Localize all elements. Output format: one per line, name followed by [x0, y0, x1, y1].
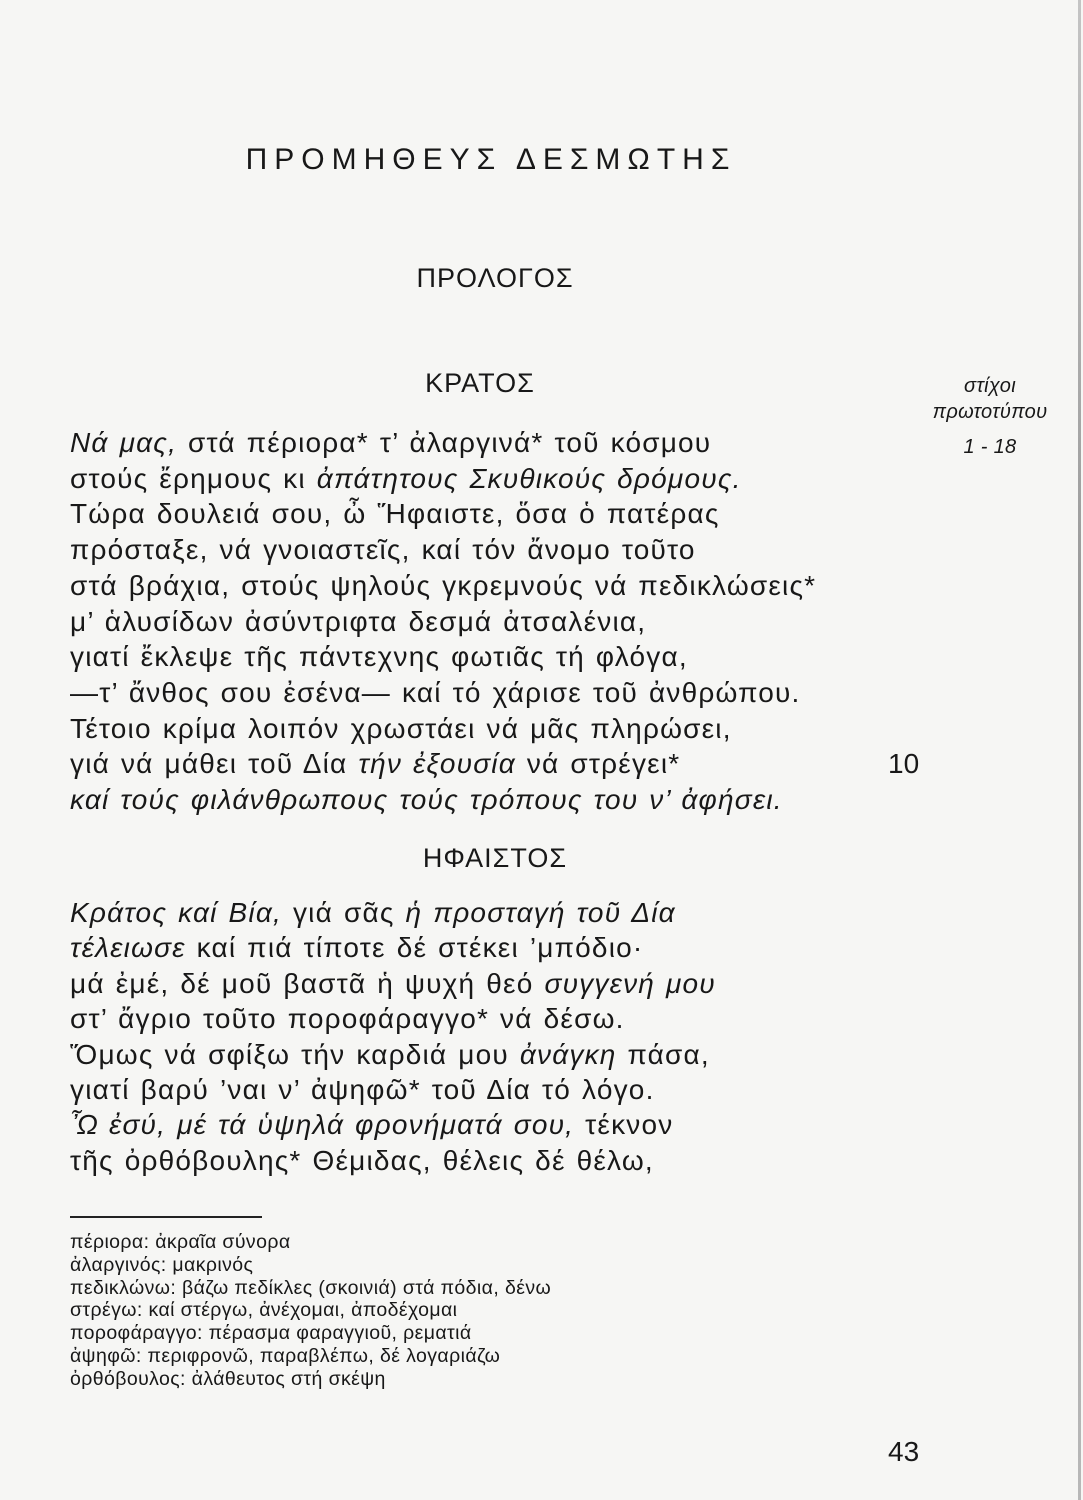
- verse-line-17: [70, 1072, 910, 1107]
- line-number: 10: [888, 748, 920, 779]
- margin-note-sublabel: πρωτοτύπου: [932, 401, 1048, 423]
- verse-text-italic: ἀπάτητους Σκυθικούς δρόμους.: [316, 462, 742, 494]
- footnote-item: ποροφάραγγο: πέρασμα φαραγγιοῦ, ρεματιά: [70, 1322, 472, 1345]
- verse-text-italic: Νά μας,: [70, 427, 178, 458]
- verse-text-italic: Ὦ ἐσύ, μέ τά ὑψηλά φρονήματά σου,: [70, 1109, 575, 1141]
- verse-text: —τ’ ἄνθος σου ἐσένα— καί τό χάρισε τοῦ ἀνθρώπου.: [70, 676, 801, 708]
- verse-text: Τέτοιο κρίμα λοιπόν χρωστάει νά μᾶς πληρώσει,: [70, 712, 732, 744]
- verse-text: καί πιά τίποτε δέ στέκει ’μπόδιο·: [185, 932, 644, 964]
- verse-line-8: [70, 675, 910, 711]
- speaker-heading-kratos: ΚΡΑΤΟΣ: [425, 368, 535, 398]
- verse-text: τέκνον: [574, 1109, 674, 1141]
- footnote-item: ἀψηφῶ: περιφρονῶ, παραβλέπω, δέ λογαριάζω: [70, 1344, 501, 1367]
- verse-line-2: [70, 461, 910, 497]
- verse-text: γιά νά μάθει τοῦ Δία: [70, 748, 359, 780]
- verse-text: στ’ ἄγριο τοῦτο ποροφάραγγο* νά δέσω.: [70, 1003, 625, 1035]
- verse-text-italic: τέλειωσε: [70, 932, 186, 964]
- footnote-item: στρέγω: καί στέργω, ἀνέχομαι, ἀποδέχομαι: [70, 1299, 458, 1322]
- verse-text: γιά σᾶς: [282, 897, 406, 928]
- verse-line-6: [70, 604, 910, 640]
- verse-line-19: [70, 1143, 910, 1178]
- speaker-heading-hephaestus: ΗΦΑΙΣΤΟΣ: [422, 843, 568, 873]
- verse-text: στούς ἔρημους κι: [70, 462, 317, 494]
- verse-text: μά ἐμέ, δέ μοῦ βαστᾶ ἡ ψυχή θεό: [70, 967, 545, 999]
- page-number: 43: [888, 1436, 920, 1467]
- verse-text-italic: Κράτος καί Βία,: [70, 897, 282, 928]
- verse-line-12: [70, 895, 910, 930]
- footnote-item: ὀρθόβουλος: ἀλάθευτος στή σκέψη: [70, 1367, 386, 1390]
- verse-line-5: [70, 568, 910, 604]
- verse-text: γιατί βαρύ ’ναι ν’ ἀψηφῶ* τοῦ Δία τό λόγο.: [70, 1074, 655, 1106]
- footnotes: [70, 1231, 551, 1391]
- verse-text: τῆς ὀρθόβουλης* Θέμιδας, θέλεις δέ θέλω,: [70, 1144, 654, 1176]
- section-heading: ΠΡΟΛΟΓΟΣ: [416, 263, 574, 293]
- footnote-item: πέριορα: ἀκραῖα σύνορα: [70, 1231, 291, 1253]
- verse-text-italic: ἀνάγκη: [519, 1038, 617, 1070]
- verse-text: γιατί ἔκλεψε τῆς πάντεχνης φωτιᾶς τή φλόγα,: [70, 641, 688, 673]
- footnote-item: ἀλαργινός: μακρινός: [70, 1253, 254, 1276]
- verse-line-3: [70, 496, 910, 532]
- margin-note-range: 1 - 18: [963, 436, 1017, 458]
- verse-line-15: [70, 1001, 910, 1036]
- verse-line-16: [70, 1037, 910, 1072]
- verse-line-18: [70, 1107, 910, 1142]
- verse-text-italic: καί τούς φιλάνθρωπους τούς τρόπους του ν’ ἀφήσει.: [70, 784, 783, 816]
- verse-text: πάσα,: [616, 1038, 710, 1070]
- verse-line-9: [70, 711, 910, 747]
- play-title: ΠΡΟΜΗΘΕΥΣ ΔΕΣΜΩΤΗΣ: [245, 143, 737, 176]
- verse-text: Τώρα δουλειά σου, ὦ Ἥφαιστε, ὅσα ὁ πατέρας: [70, 498, 720, 530]
- margin-note-label: στίχοι: [964, 375, 1016, 397]
- verse-text: πρόσταξε, νά γνοιαστεῖς, καί τόν ἄνομο τοῦτο: [70, 534, 696, 566]
- verse-line-4: [70, 532, 910, 568]
- verse-line-11: [70, 782, 910, 818]
- page-edge: [1078, 0, 1081, 1500]
- verse-line-13: [70, 930, 910, 965]
- verse-line-10: [70, 746, 910, 782]
- kratos-speech: [70, 425, 910, 818]
- verse-text-italic: συγγενή μου: [544, 967, 716, 999]
- footnote-item: πεδικλώνω: βάζω πεδίκλες (σκοινιά) στά πόδια, δένω: [70, 1276, 552, 1299]
- verse-text: Ὅμως νά σφίξω τήν καρδιά μου: [70, 1038, 520, 1070]
- verse-line-7: [70, 639, 910, 675]
- verse-text: νά στρέγει*: [515, 748, 681, 780]
- verse-text-italic: ἡ προσταγή τοῦ Δία: [405, 897, 676, 928]
- footnote-rule: [70, 1216, 262, 1218]
- verse-line-14: [70, 966, 910, 1001]
- verse-text: στά πέριορα* τ’ ἀλαργινά* τοῦ κόσμου: [177, 427, 712, 458]
- verse-text: στά βράχια, στούς ψηλούς γκρεμνούς νά πεδικλώσεις*: [70, 569, 817, 601]
- verse-text: μ’ ἁλυσίδων ἀσύντριφτα δεσμά ἀτσαλένια,: [70, 605, 647, 637]
- hephaestus-speech: [70, 895, 910, 1178]
- verse-text-italic: τήν ἐξουσία: [358, 748, 516, 780]
- verse-line-1: [70, 425, 910, 461]
